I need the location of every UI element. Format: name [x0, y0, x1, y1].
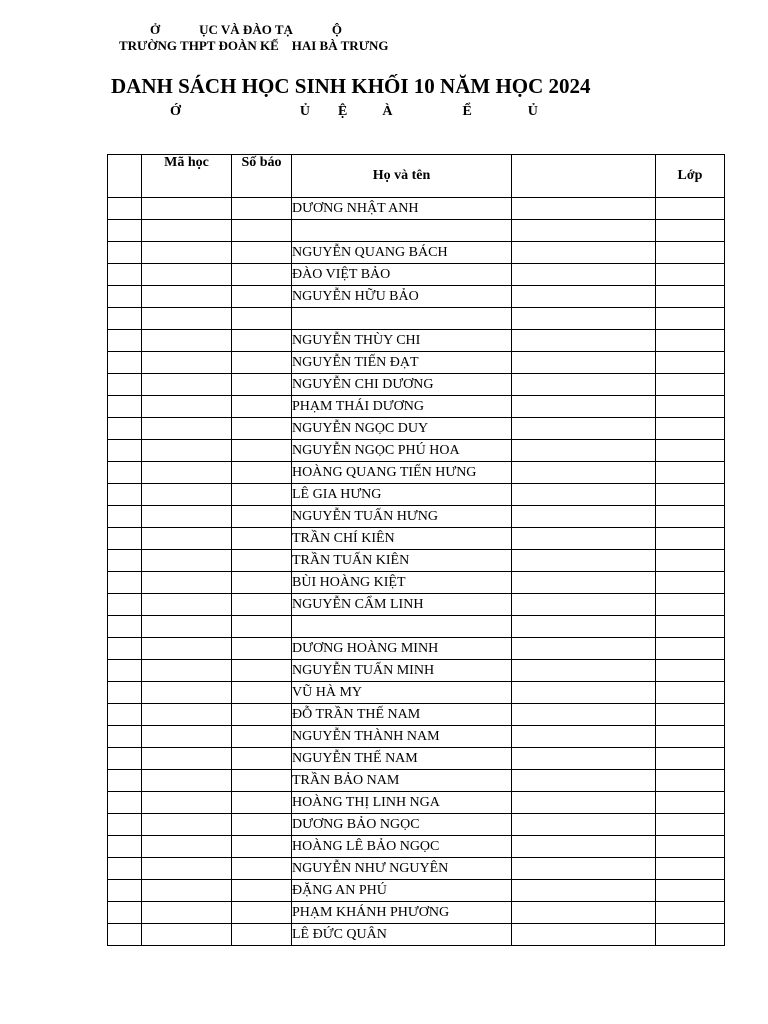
cell-class: [656, 726, 725, 748]
cell-full-name: NGUYỄN NHƯ NGUYÊN: [292, 858, 512, 880]
table-row: [108, 462, 725, 484]
table-row: [108, 396, 725, 418]
cell-blank: [512, 902, 656, 924]
cell-class: [656, 924, 725, 946]
cell-stt: [108, 858, 142, 880]
cell-full-name: NGUYỄN QUANG BÁCH: [292, 242, 512, 264]
cell-stt: [108, 264, 142, 286]
cell-blank: [512, 506, 656, 528]
cell-exam-number: [232, 242, 292, 264]
cell-full-name: LÊ ĐỨC QUÂN: [292, 924, 512, 946]
table-row: [108, 220, 725, 242]
cell-student-code: [142, 880, 232, 902]
cell-blank: [512, 836, 656, 858]
cell-stt: [108, 748, 142, 770]
column-header-blank: [512, 155, 656, 198]
cell-blank: [512, 880, 656, 902]
cell-full-name: [292, 616, 512, 638]
cell-full-name: HOÀNG LÊ BẢO NGỌC: [292, 836, 512, 858]
table-row: [108, 374, 725, 396]
cell-student-code: [142, 770, 232, 792]
cell-class: [656, 638, 725, 660]
cell-student-code: [142, 924, 232, 946]
cell-full-name: PHẠM THÁI DƯƠNG: [292, 396, 512, 418]
table-row: [108, 792, 725, 814]
cell-exam-number: [232, 484, 292, 506]
cell-class: [656, 242, 725, 264]
cell-stt: [108, 770, 142, 792]
cell-student-code: [142, 836, 232, 858]
cell-class: [656, 396, 725, 418]
cell-full-name: NGUYỄN TIẾN ĐẠT: [292, 352, 512, 374]
cell-class: [656, 572, 725, 594]
cell-class: [656, 594, 725, 616]
cell-blank: [512, 594, 656, 616]
table-row: [108, 572, 725, 594]
cell-exam-number: [232, 660, 292, 682]
cell-exam-number: [232, 264, 292, 286]
cell-stt: [108, 924, 142, 946]
cell-full-name: TRẦN TUẤN KIÊN: [292, 550, 512, 572]
cell-blank: [512, 484, 656, 506]
cell-class: [656, 880, 725, 902]
cell-student-code: [142, 704, 232, 726]
cell-blank: [512, 660, 656, 682]
cell-exam-number: [232, 220, 292, 242]
table-row: [108, 550, 725, 572]
cell-stt: [108, 418, 142, 440]
cell-full-name: VŨ HÀ MY: [292, 682, 512, 704]
cell-full-name: LÊ GIA HƯNG: [292, 484, 512, 506]
cell-class: [656, 770, 725, 792]
cell-exam-number: [232, 924, 292, 946]
cell-student-code: [142, 660, 232, 682]
cell-stt: [108, 506, 142, 528]
cell-exam-number: [232, 330, 292, 352]
cell-class: [656, 858, 725, 880]
table-row: [108, 264, 725, 286]
cell-class: [656, 264, 725, 286]
cell-blank: [512, 726, 656, 748]
cell-stt: [108, 242, 142, 264]
cell-stt: [108, 594, 142, 616]
cell-stt: [108, 440, 142, 462]
cell-full-name: [292, 220, 512, 242]
cell-student-code: [142, 616, 232, 638]
cell-blank: [512, 682, 656, 704]
cell-stt: [108, 902, 142, 924]
table-row: [108, 880, 725, 902]
cell-student-code: [142, 550, 232, 572]
cell-student-code: [142, 748, 232, 770]
cell-full-name: TRẦN BẢO NAM: [292, 770, 512, 792]
cell-exam-number: [232, 198, 292, 220]
cell-full-name: NGUYỄN CẨM LINH: [292, 594, 512, 616]
cell-stt: [108, 660, 142, 682]
cell-stt: [108, 396, 142, 418]
cell-student-code: [142, 682, 232, 704]
table-row: [108, 638, 725, 660]
cell-blank: [512, 572, 656, 594]
document-title: DANH SÁCH HỌC SINH KHỐI 10 NĂM HỌC 2024: [111, 74, 591, 98]
cell-exam-number: [232, 682, 292, 704]
cell-class: [656, 902, 725, 924]
cell-stt: [108, 528, 142, 550]
cell-full-name: NGUYỄN THÀNH NAM: [292, 726, 512, 748]
cell-exam-number: [232, 418, 292, 440]
cell-blank: [512, 770, 656, 792]
cell-blank: [512, 396, 656, 418]
cell-exam-number: [232, 638, 292, 660]
cell-blank: [512, 308, 656, 330]
cell-exam-number: [232, 286, 292, 308]
cell-stt: [108, 308, 142, 330]
cell-student-code: [142, 528, 232, 550]
table-header-row: [108, 155, 725, 198]
cell-full-name: TRẦN CHÍ KIÊN: [292, 528, 512, 550]
cell-exam-number: [232, 858, 292, 880]
cell-blank: [512, 462, 656, 484]
cell-blank: [512, 858, 656, 880]
table-row: [108, 682, 725, 704]
table-row: [108, 858, 725, 880]
cell-full-name: ĐỖ TRẦN THẾ NAM: [292, 704, 512, 726]
cell-student-code: [142, 308, 232, 330]
cell-student-code: [142, 198, 232, 220]
cell-blank: [512, 418, 656, 440]
cell-full-name: NGUYỄN TUẤN HƯNG: [292, 506, 512, 528]
cell-exam-number: [232, 528, 292, 550]
cell-student-code: [142, 396, 232, 418]
cell-class: [656, 748, 725, 770]
cell-full-name: BÙI HOÀNG KIỆT: [292, 572, 512, 594]
cell-stt: [108, 616, 142, 638]
cell-full-name: DƯƠNG BẢO NGỌC: [292, 814, 512, 836]
table-row: [108, 660, 725, 682]
cell-class: [656, 330, 725, 352]
cell-stt: [108, 836, 142, 858]
table-row: [108, 770, 725, 792]
table-row: [108, 902, 725, 924]
column-header-student-code: Mã học: [142, 155, 232, 198]
cell-blank: [512, 220, 656, 242]
cell-stt: [108, 726, 142, 748]
table-row: [108, 814, 725, 836]
cell-blank: [512, 264, 656, 286]
cell-blank: [512, 792, 656, 814]
cell-student-code: [142, 858, 232, 880]
school-name: TRƯỜNG THPT ĐOÀN KẾ HAI BÀ TRƯNG: [119, 38, 389, 53]
cell-full-name: NGUYỄN HỮU BẢO: [292, 286, 512, 308]
table-body: [108, 198, 725, 946]
cell-blank: [512, 638, 656, 660]
cell-student-code: [142, 572, 232, 594]
cell-blank: [512, 242, 656, 264]
cell-full-name: NGUYỄN TUẤN MINH: [292, 660, 512, 682]
table-row: [108, 506, 725, 528]
cell-class: [656, 616, 725, 638]
cell-exam-number: [232, 880, 292, 902]
cell-stt: [108, 880, 142, 902]
cell-student-code: [142, 902, 232, 924]
cell-student-code: [142, 440, 232, 462]
table-row: [108, 616, 725, 638]
cell-class: [656, 308, 725, 330]
cell-student-code: [142, 374, 232, 396]
cell-student-code: [142, 594, 232, 616]
cell-class: [656, 814, 725, 836]
cell-stt: [108, 792, 142, 814]
cell-class: [656, 220, 725, 242]
cell-class: [656, 352, 725, 374]
table-row: [108, 594, 725, 616]
cell-full-name: DƯƠNG HOÀNG MINH: [292, 638, 512, 660]
table-row: [108, 352, 725, 374]
cell-student-code: [142, 792, 232, 814]
cell-exam-number: [232, 396, 292, 418]
cell-exam-number: [232, 462, 292, 484]
table-row: [108, 242, 725, 264]
cell-blank: [512, 440, 656, 462]
cell-student-code: [142, 638, 232, 660]
cell-student-code: [142, 220, 232, 242]
cell-student-code: [142, 264, 232, 286]
cell-stt: [108, 704, 142, 726]
cell-stt: [108, 330, 142, 352]
cell-student-code: [142, 484, 232, 506]
cell-class: [656, 440, 725, 462]
cell-student-code: [142, 330, 232, 352]
cell-blank: [512, 286, 656, 308]
cell-exam-number: [232, 572, 292, 594]
cell-full-name: DƯƠNG NHẬT ANH: [292, 198, 512, 220]
cell-stt: [108, 462, 142, 484]
cell-full-name: NGUYỄN THÙY CHI: [292, 330, 512, 352]
cell-class: [656, 418, 725, 440]
cell-class: [656, 550, 725, 572]
table-row: [108, 748, 725, 770]
student-roster-table: [107, 154, 725, 946]
cell-stt: [108, 638, 142, 660]
cell-student-code: [142, 418, 232, 440]
cell-stt: [108, 550, 142, 572]
table-row: [108, 418, 725, 440]
cell-blank: [512, 814, 656, 836]
cell-exam-number: [232, 792, 292, 814]
cell-class: [656, 836, 725, 858]
cell-full-name: ĐÀO VIỆT BẢO: [292, 264, 512, 286]
cell-full-name: ĐẶNG AN PHÚ: [292, 880, 512, 902]
cell-blank: [512, 528, 656, 550]
cell-exam-number: [232, 594, 292, 616]
cell-exam-number: [232, 616, 292, 638]
cell-exam-number: [232, 506, 292, 528]
table-row: [108, 330, 725, 352]
column-header-class: Lớp: [656, 155, 725, 198]
cell-full-name: [292, 308, 512, 330]
cell-class: [656, 374, 725, 396]
cell-stt: [108, 682, 142, 704]
cell-class: [656, 704, 725, 726]
cell-student-code: [142, 242, 232, 264]
cell-class: [656, 286, 725, 308]
cell-exam-number: [232, 440, 292, 462]
table-row: [108, 440, 725, 462]
cell-blank: [512, 616, 656, 638]
cell-student-code: [142, 352, 232, 374]
cell-class: [656, 198, 725, 220]
table-row: [108, 308, 725, 330]
column-header-full-name: Họ và tên: [292, 155, 512, 198]
cell-exam-number: [232, 902, 292, 924]
cell-blank: [512, 374, 656, 396]
cell-blank: [512, 330, 656, 352]
cell-full-name: PHẠM KHÁNH PHƯƠNG: [292, 902, 512, 924]
cell-full-name: NGUYỄN NGỌC DUY: [292, 418, 512, 440]
cell-blank: [512, 198, 656, 220]
cell-class: [656, 792, 725, 814]
cell-exam-number: [232, 308, 292, 330]
cell-class: [656, 462, 725, 484]
cell-exam-number: [232, 704, 292, 726]
cell-class: [656, 506, 725, 528]
cell-class: [656, 528, 725, 550]
cell-exam-number: [232, 770, 292, 792]
cell-student-code: [142, 286, 232, 308]
cell-exam-number: [232, 748, 292, 770]
cell-student-code: [142, 814, 232, 836]
cell-student-code: [142, 506, 232, 528]
cell-blank: [512, 924, 656, 946]
cell-stt: [108, 352, 142, 374]
cell-exam-number: [232, 550, 292, 572]
cell-student-code: [142, 462, 232, 484]
cell-full-name: NGUYỄN THẾ NAM: [292, 748, 512, 770]
cell-full-name: HOÀNG THỊ LINH NGA: [292, 792, 512, 814]
cell-blank: [512, 704, 656, 726]
cell-exam-number: [232, 814, 292, 836]
table-row: [108, 198, 725, 220]
cell-full-name: NGUYỄN CHI DƯƠNG: [292, 374, 512, 396]
table-row: [108, 726, 725, 748]
cell-stt: [108, 484, 142, 506]
cell-stt: [108, 814, 142, 836]
cell-exam-number: [232, 352, 292, 374]
department-header: Ở ỤC VÀ ĐÀO TẠ Ộ: [150, 22, 343, 37]
cell-blank: [512, 550, 656, 572]
cell-exam-number: [232, 726, 292, 748]
cell-exam-number: [232, 836, 292, 858]
cell-class: [656, 660, 725, 682]
table-row: [108, 704, 725, 726]
table-row: [108, 286, 725, 308]
table-row: [108, 924, 725, 946]
cell-stt: [108, 572, 142, 594]
cell-stt: [108, 198, 142, 220]
cell-class: [656, 682, 725, 704]
cell-stt: [108, 286, 142, 308]
table-row: [108, 528, 725, 550]
cell-full-name: NGUYỄN NGỌC PHÚ HOA: [292, 440, 512, 462]
document-subtitle: Ớ Ủ Ệ À Ể Ủ: [170, 104, 538, 119]
table-row: [108, 484, 725, 506]
cell-exam-number: [232, 374, 292, 396]
column-header-exam-number: Số báo: [232, 155, 292, 198]
cell-stt: [108, 374, 142, 396]
column-header-stt: [108, 155, 142, 198]
cell-class: [656, 484, 725, 506]
table-row: [108, 836, 725, 858]
cell-stt: [108, 220, 142, 242]
cell-blank: [512, 748, 656, 770]
cell-student-code: [142, 726, 232, 748]
cell-blank: [512, 352, 656, 374]
cell-full-name: HOÀNG QUANG TIẾN HƯNG: [292, 462, 512, 484]
